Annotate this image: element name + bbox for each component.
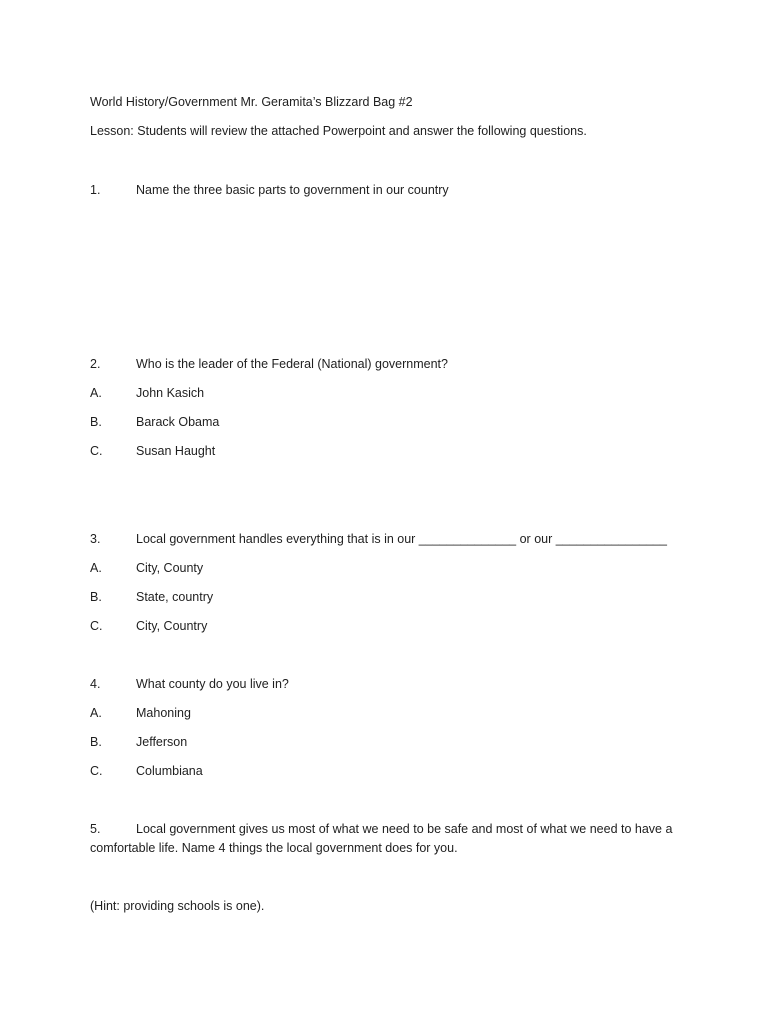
question-3-option-b-letter: B.	[90, 590, 102, 604]
question-4-number: 4.	[90, 677, 101, 691]
question-3-option-c: City, Country	[136, 619, 208, 633]
question-1-text: Name the three basic parts to government in our country	[136, 183, 449, 197]
question-4-option-a: Mahoning	[136, 706, 191, 720]
question-4-option-c: Columbiana	[136, 764, 203, 778]
question-2-option-c-letter: C.	[90, 444, 103, 458]
question-4-text: What county do you live in?	[136, 677, 289, 691]
question-4-option-b-letter: B.	[90, 735, 102, 749]
question-4-option-c-letter: C.	[90, 764, 103, 778]
question-3-option-a: City, County	[136, 561, 204, 575]
question-4-option-b: Jefferson	[136, 735, 188, 749]
question-2-option-b-letter: B.	[90, 415, 102, 429]
question-2-option-c: Susan Haught	[136, 444, 216, 458]
lesson-instructions: Lesson: Students will review the attached Powerpoint and answer the following questions.	[90, 124, 587, 138]
question-3-text: Local government handles everything that is in our ______________ or our ________________	[136, 532, 667, 546]
question-2-option-a: John Kasich	[136, 386, 205, 400]
question-3-option-c-letter: C.	[90, 619, 103, 633]
question-3-number: 3.	[90, 532, 101, 546]
question-2-text: Who is the leader of the Federal (National) government?	[136, 357, 448, 371]
question-3-option-b: State, country	[136, 590, 214, 604]
question-2-option-a-letter: A.	[90, 386, 102, 400]
question-4-option-a-letter: A.	[90, 706, 102, 720]
question-3-option-a-letter: A.	[90, 561, 102, 575]
document-title: World History/Government Mr. Geramita’s Blizzard Bag #2	[90, 95, 413, 109]
question-5	[90, 820, 690, 858]
question-5-number: 5.	[90, 822, 101, 836]
question-2-number: 2.	[90, 357, 101, 371]
hint-text: (Hint: providing schools is one).	[90, 899, 265, 913]
question-2-option-b: Barack Obama	[136, 415, 220, 429]
question-1-number: 1.	[90, 183, 101, 197]
question-5-text: Local government gives us most of what we need to be safe and most of what we need to have a comfortable life. Name 4 things the local government does for you.	[90, 822, 673, 855]
